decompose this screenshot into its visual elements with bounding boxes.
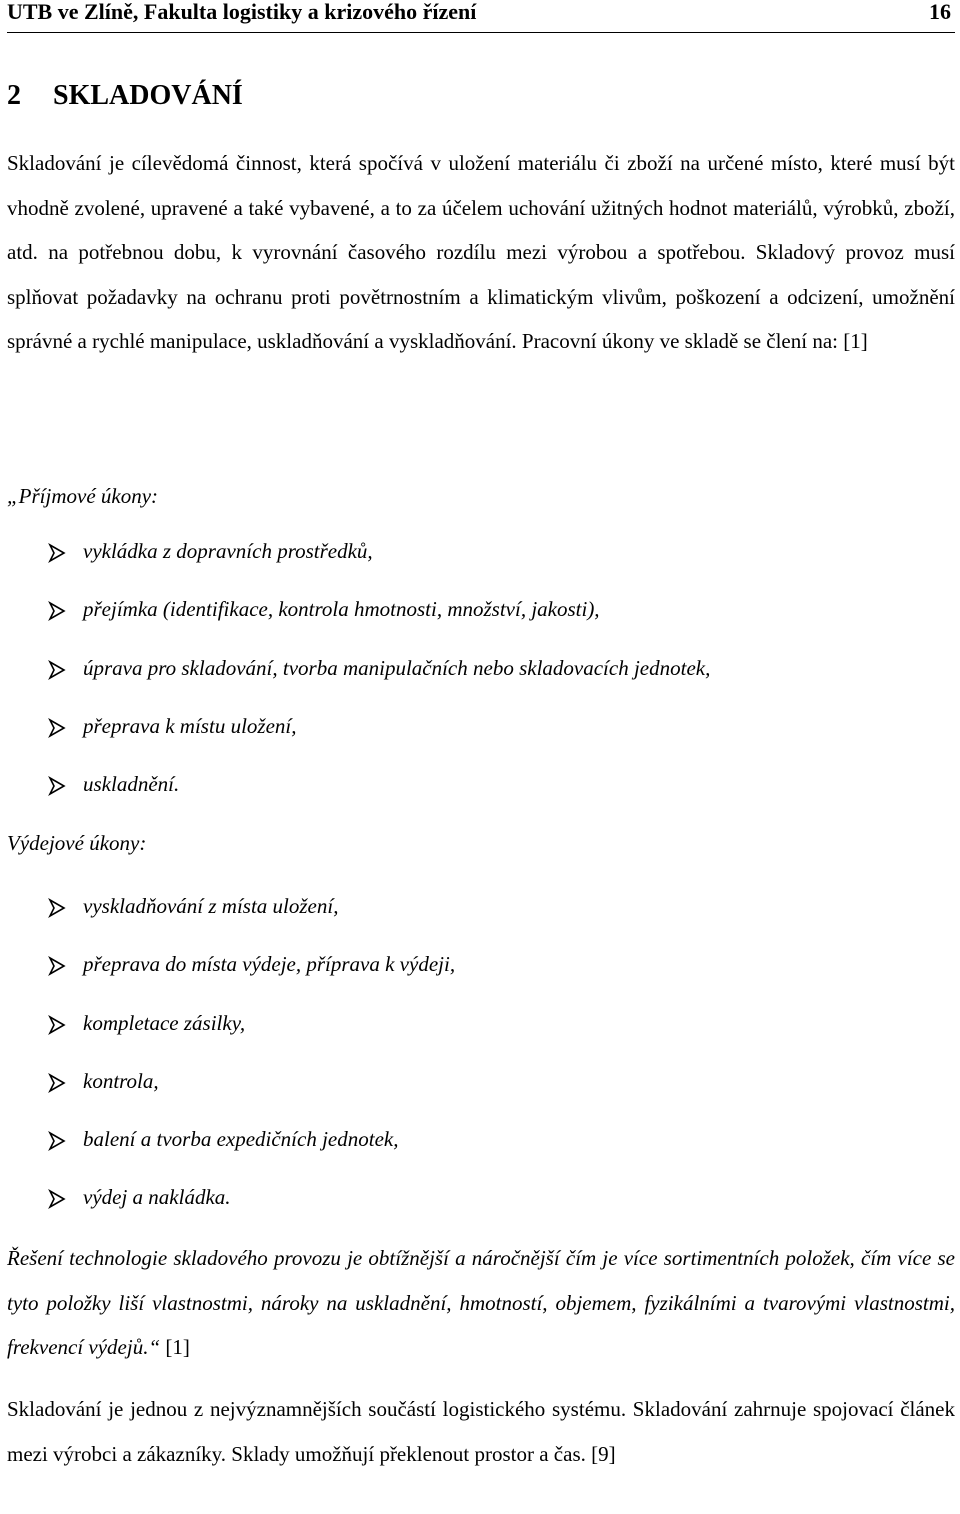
arrowhead-bullet-icon [47, 660, 67, 680]
chapter-number: 2 [7, 80, 21, 111]
chapter-title: SKLADOVÁNÍ [53, 80, 243, 111]
list-item-text: úprava pro skladování, tvorba manipulačních nebo skladovacích jednotek, [83, 655, 711, 680]
list-item-text: kontrola, [83, 1068, 159, 1093]
arrowhead-bullet-icon [47, 776, 67, 796]
list-item-text: vyskladňování z místa uložení, [83, 894, 339, 918]
arrowhead-bullet-icon [47, 1131, 67, 1151]
arrowhead-bullet-icon [47, 601, 67, 621]
dispatch-intro: Výdejové úkony: [7, 831, 147, 855]
arrowhead-bullet-icon [47, 543, 67, 563]
chapter-heading [7, 80, 243, 112]
list-item-text: kompletace zásilky, [83, 1010, 246, 1035]
arrowhead-bullet-icon [47, 898, 67, 918]
list-item-text: přeprava do místa výdeje, příprava k výdeji, [83, 952, 456, 977]
paragraph-closing: Skladování je jednou z nejvýznamnějších součástí logistického systému. Skladování zahrnuje spojovací článek mezi výrobci a zákazníky. Sklady umožňují překlenout prostor a čas. [9] [7, 1397, 955, 1466]
list-item-text: přejímka (identifikace, kontrola hmotnosti, množství, jakosti), [83, 597, 600, 622]
header-title: UTB ve Zlíně, Fakulta logistiky a krizového řízení [7, 0, 477, 24]
page-header [7, 0, 955, 33]
arrowhead-bullet-icon [47, 1189, 67, 1209]
receiving-intro: „Příjmové úkony: [7, 484, 159, 508]
list-item-text: uskladnění. [83, 772, 180, 797]
paragraph-quote [7, 1236, 955, 1370]
list-item-text: balení a tvorba expedičních jednotek, [83, 1127, 399, 1152]
quote-text: Řešení technologie skladového provozu je obtížnější a náročnější čím je více sortimentních položek, čím více se tyto položky liší vlastnostmi, nároky na uskladnění, hmotností, objemem, fyzikálními a tvarovými vlastnostmi, frekvencí výdejů.“ [7, 1246, 955, 1359]
paragraph-intro: Skladování je cílevědomá činnost, která spočívá v uložení materiálu či zboží na určené místo, které musí být vhodně zvolené, upravené a také vybavené, a to za účelem uchování užitných hodnot materiálů, výrobků, zboží, atd. na potřebnou dobu, k vyrovnání časového rozdílu mezi výrobou a spotřebou. Skladový provoz musí splňovat požadavky na ochranu proti povětrnostním a klimatickým vlivům, poškození a odcizení, umožnění správné a rychlé manipulace, uskladňování a vyskladňování. Pracovní úkony ve skladě se člení na: [1] [7, 151, 955, 353]
list-item-text: výdej a nakládka. [83, 1185, 231, 1210]
list-item-text: vykládka z dopravních prostředků, [83, 539, 373, 563]
list-item-text: přeprava k místu uložení, [83, 713, 297, 738]
page-number: 16 [929, 0, 951, 24]
citation-ref: [1] [165, 1335, 190, 1359]
arrowhead-bullet-icon [47, 956, 67, 976]
arrowhead-bullet-icon [47, 1073, 67, 1093]
arrowhead-bullet-icon [47, 1015, 67, 1035]
arrowhead-bullet-icon [47, 718, 67, 738]
